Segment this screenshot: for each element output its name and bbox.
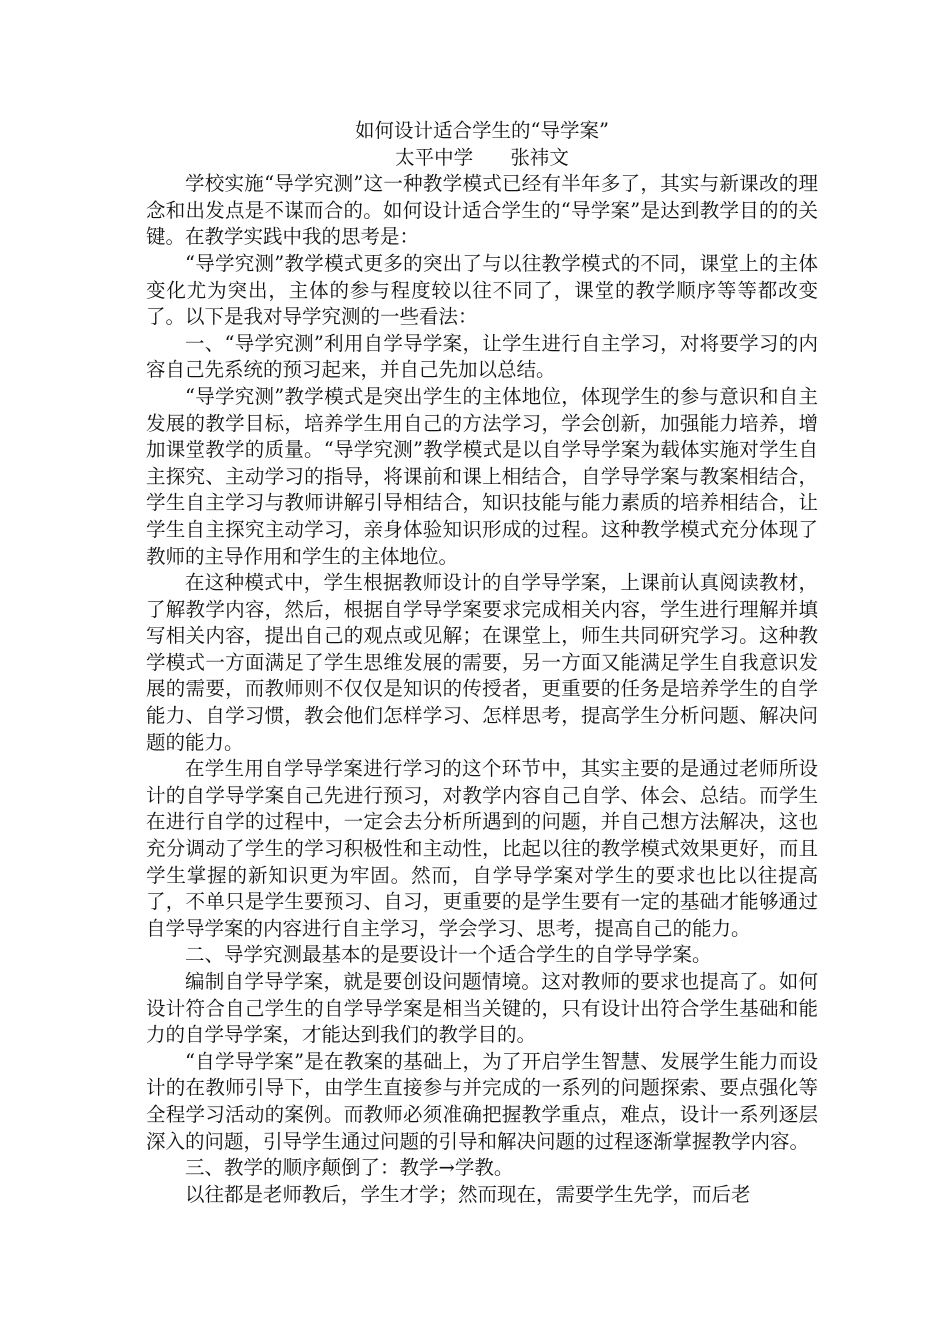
paragraph: “导学究测”教学模式是突出学生的主体地位，体现学生的参与意识和自主发展的教学目标，培养学生用自己的方法学习，学会创新，加强能力培养，增加课堂教学的质量。“导学究测”教学模式是以自学导学案为载体实施对学生自主探究、主动学习的指导，将课前和课上相结合，自学导学案与教案相结合，学生自主学习与教师讲解引导相结合，知识技能与能力素质的培养相结合，让学生自主探究主动学习，亲身体验知识形成的过程。这种教学模式充分体现了教师的主导作用和学生的主体地位。 — [146, 384, 818, 568]
document-title: 如何设计适合学生的“导学案” — [355, 119, 609, 142]
paragraph: 在学生用自学导学案进行学习的这个环节中，其实主要的是通过老师所设计的自学导学案自己先进行预习，对教学内容自己自学、体会、总结。而学生在进行自学的过程中，一定会去分析所遇到的问题，并自己想方法解决，这也充分调动了学生的学习积极性和主动性，比起以往的教学模式效果更好，而且学生掌握的新知识更为牢固。然而，自学导学案对学生的要求也比以往提高了，不单只是学生要预习、自习，更重要的是学生要有一定的基础才能够通过自学导学案的内容进行自主学习，学会学习、思考，提高自己的能力。 — [146, 757, 818, 940]
paragraph: 编制自学导学案，就是要创设问题情境。这对教师的要求也提高了。如何设计符合自己学生的自学导学案是相当关键的，只有设计出符合学生基础和能力的自学导学案，才能达到我们的教学目的。 — [146, 970, 818, 1047]
paragraph-truncated: 以往都是老师教后，学生才学；然而现在，需要学生先学，而后老 — [185, 1182, 751, 1206]
paragraph: 在这种模式中，学生根据教师设计的自学导学案，上课前认真阅读教材，了解教学内容，然后，根据自学导学案要求完成相关内容，学生进行理解并填写相关内容，提出自己的观点或见解；在课堂上，师生共同研究学习。这种教学模式一方面满足了学生思维发展的需要，另一方面又能满足学生自我意识发展的需要，而教师则不仅仅是知识的传授者，更重要的任务是培养学生的自学能力、自学习惯，教会他们怎样学习、怎样思考，提高学生分析问题、解决问题的能力。 — [146, 571, 818, 754]
section-heading-2: 二、导学究测最基本的是要设计一个适合学生的自学导学案。 — [185, 943, 712, 967]
section-heading-1: 一、“导学究测”利用自学导学案，让学生进行自主学习，对将要学习的内容自己先系统的预习起来，并自己先加以总结。 — [146, 331, 818, 382]
paragraph-intro: 学校实施“导学究测”这一种教学模式已经有半年多了，其实与新课改的理念和出发点是不谋而合的。如何设计适合学生的“导学案”是达到教学目的的关键。在教学实践中我的思考是： — [146, 172, 818, 249]
document-body — [146, 118, 818, 1208]
paragraph: “自学导学案”是在教案的基础上，为了开启学生智慧、发展学生能力而设计的在教师引导下，由学生直接参与并完成的一系列的问题探索、要点强化等全程学习活动的案例。而教师必须准确把握教学重点，难点，设计一系列逐层深入的问题，引导学生通过问题的引导和解决问题的过程逐渐掌握教学内容。 — [146, 1049, 818, 1153]
document-byline: 太平中学 张祎文 — [395, 145, 569, 169]
paragraph-overview: “导学究测”教学模式更多的突出了与以往教学模式的不同，课堂上的主体变化尤为突出，主体的参与程度较以往不同了，课堂的教学顺序等等都改变了。以下是我对导学究测的一些看法： — [146, 251, 818, 329]
section-heading-3: 三、教学的顺序颠倒了：教学→学教。 — [185, 1156, 514, 1180]
